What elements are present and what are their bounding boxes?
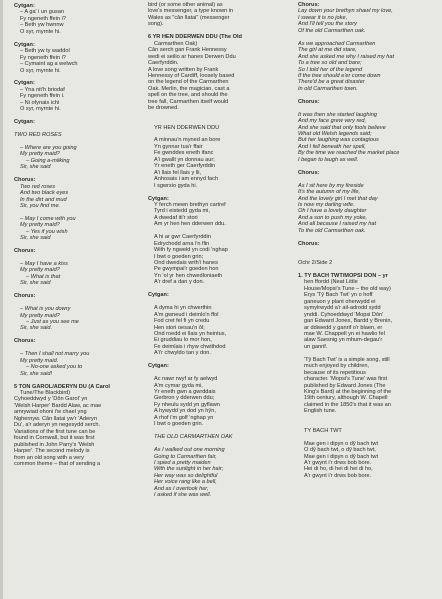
text-line: – Ni ofynais ichi	[20, 99, 60, 106]
text-line: ynddi. Cyhoeddwyd 'Mopsi Dôn'	[304, 311, 384, 318]
text-line: Sir, you find me.	[20, 202, 61, 209]
text-line: symylrwydd a'r ail-adrodd sydd	[304, 305, 381, 312]
text-line: With the sunlight in her hair;	[154, 466, 224, 473]
text-line: – Cymaint ag a welwch	[20, 61, 78, 68]
text-line: published by Edward Jones (The	[304, 382, 386, 389]
text-line: A'r gwynt i'r drws bob bore.	[304, 472, 372, 479]
text-line: And I fell beneath her spell,	[298, 143, 366, 150]
text-line: ar ddiwedd y ganrif o'r blaen, er	[304, 324, 383, 331]
text-line: And all because I raised my hat	[298, 221, 377, 228]
text-line: Yn gynnar tua'r ffair	[154, 143, 203, 150]
section-heading: Chorus:	[298, 169, 320, 176]
column-middle	[148, 2, 290, 499]
text-line: House/Mopsi's Tune – the old way)	[304, 285, 391, 292]
text-line: Fy ngeneth ffein i?	[20, 54, 66, 61]
text-line: Oak. Merlin, the magician, cast a	[148, 85, 230, 92]
section-heading: Chorus:	[14, 338, 36, 345]
text-line: – Yna nit'h briodaf	[20, 86, 65, 93]
text-line: hen ffordd (Neat Little	[304, 279, 358, 286]
text-line: And as I overtook her,	[154, 485, 209, 492]
text-line: Ond dwedais wrth'i hanes	[154, 260, 218, 267]
section-heading: Cytgan:	[148, 195, 169, 202]
text-line: A hywydd yn dod yn hŷn,	[154, 408, 216, 415]
section-heading: 5 TÔN GAROL/ADERYN DU (A Carol	[14, 383, 110, 390]
text-line: Tune/The Blackbird)	[20, 389, 71, 396]
text-line: What old Welsh legends said;	[298, 131, 372, 138]
text-line: Yr eneth ger Caerfyrddin	[154, 163, 216, 170]
text-line: Erys 'Tŷ Bach Twt' yn o hoff	[304, 292, 373, 299]
section-heading: Cytgan:	[14, 80, 35, 87]
text-line: Sir, she said	[20, 164, 51, 171]
text-line: A'r gwynt i'r drws bob bore.	[304, 459, 372, 466]
page-binding-edge	[0, 0, 3, 599]
text-line: – A ga' i un gusan	[20, 9, 64, 16]
text-line: Edrychodd arna i'n flin	[154, 240, 210, 247]
text-line: Nghernyw. Cân llatai yw'r 'Aderyn	[14, 415, 97, 422]
text-line: In the dirt and mud	[20, 196, 67, 203]
text-line: amrywiad ohoni i'w chael yng	[14, 409, 87, 416]
text-line: A dyma hi yn chwerthin	[154, 305, 212, 312]
text-line: Harper'. The second melody is	[14, 448, 90, 455]
text-line: Caerfyrddin.	[148, 60, 179, 67]
text-line: And a son to push my yoke,	[298, 214, 368, 221]
text-line: – Yes if you wish	[26, 228, 68, 235]
section-heading: Cytgan:	[14, 3, 35, 9]
text-line: My pretty maid?	[20, 312, 60, 319]
text-line: because of its repetitious	[304, 369, 366, 376]
text-line: My pretty maid?	[20, 267, 60, 274]
text-line: There'd be a great disaster	[298, 79, 365, 86]
text-line: Mae gen i dipyn o dŷ bach twt	[304, 440, 379, 447]
text-line: TWO RED ROSES	[14, 132, 62, 138]
section-heading: Cytgan:	[148, 292, 169, 299]
text-line: And my face grew very red,	[298, 118, 367, 125]
text-line: on the legend of the Carmarthen	[148, 79, 229, 86]
text-line: Sir, she said	[20, 280, 51, 287]
section-heading: Cytgan:	[148, 363, 169, 370]
text-line: O syr, myrnte hi.	[20, 106, 61, 113]
text-line: THE OLD CARMARTHEN OAK	[154, 434, 233, 441]
text-line: – Then I shall not marry you	[20, 351, 90, 358]
text-line: And she said that only fools believe	[298, 124, 386, 131]
text-line: – What is you dowry	[20, 306, 71, 313]
text-line: A dwedaf iti'r stori	[154, 214, 198, 221]
text-line: Ond roedd ei llais yn heintus,	[154, 330, 227, 337]
text-line: Cyhoeddwyd y 'Dôn Garol' yn	[14, 396, 88, 403]
text-line: 'Tŷ Bach Twt' is a simple song, still	[304, 356, 390, 363]
text-line: Two red roses	[20, 183, 56, 190]
text-line: be drowned.	[148, 105, 179, 112]
section-heading: Chorus:	[298, 240, 320, 247]
text-line: Her voice rang like a bell,	[154, 479, 217, 486]
text-line: Gerbron y dderwen ddu;	[154, 395, 215, 402]
text-line: – What is that	[26, 273, 61, 280]
text-line: It was then she started laughing	[298, 111, 377, 118]
text-line: But her laughing was contagious	[298, 137, 379, 144]
text-line: Sir, she said.	[20, 325, 53, 332]
section-heading: Cytgan:	[14, 41, 35, 48]
text-line: – Going a-milking	[26, 157, 70, 164]
text-line: Wales as "cân llatai" (messenger	[148, 14, 230, 21]
text-line: A'm gwneud i deimlo'n ffol	[154, 311, 219, 318]
section-heading: Cytgan:	[14, 119, 35, 126]
text-line: Ei gruddiau lo mor hon,	[154, 337, 212, 344]
text-line: Mae gen i dipyn o dŷ bach twt	[304, 453, 379, 460]
text-line: A'i'r chwyldo tan y don.	[154, 350, 211, 357]
text-line: My pretty maid.	[20, 357, 59, 364]
text-line: And she asked me why I raised my hat	[298, 53, 395, 60]
text-line: My pretty maid?	[20, 151, 60, 158]
text-line: With fy ngweld yn codi 'nghap	[154, 247, 228, 254]
text-line: Pe gwympai'r goeden hon	[154, 266, 219, 273]
text-line: And two black eyes	[20, 190, 69, 197]
text-line: Du', a'r aderyn yn negesydd serch.	[14, 422, 101, 429]
text-line: alaw Saesnig yn mhum-degau'r	[304, 337, 383, 344]
text-line: A'i gwallt yn donnau aur;	[154, 156, 215, 163]
text-line: gan Edward Jones, Bardd y Brenin,	[304, 318, 392, 325]
column-right	[298, 2, 436, 479]
text-line: Am yr hen hen dderwen ddu.	[154, 221, 226, 228]
text-line: Carmarthen Oak)	[154, 40, 198, 47]
text-line: Hen stori oesau'n ôl;	[154, 324, 205, 331]
section-heading: Chorus:	[14, 177, 36, 184]
text-line: Hei di ho, di hei di hei di ho,	[304, 466, 373, 473]
text-line: I began to laugh as well.	[298, 156, 359, 163]
text-line: Fe deimlais i rhyw chwithdod	[154, 343, 226, 350]
text-line: Tyrd i eistedd gyda mi,	[154, 208, 210, 215]
text-line: wedi ei seilio ar hanes Derwen Ddu	[148, 53, 236, 60]
text-line: Of the old Carmarthen oak.	[298, 27, 366, 34]
section-heading: Chorus:	[298, 2, 320, 8]
text-line: Lay down your brethyn shawl my love,	[298, 8, 393, 15]
text-line: My pretty maid?	[20, 222, 60, 229]
text-line: claimed in the 1850's that it was an	[304, 401, 391, 408]
text-line: tree fall, Carmarthen itself would	[148, 98, 229, 105]
text-line: Yr eneth gwn a gwrddais	[154, 389, 216, 396]
section-heading: 1. TŶ BACH TWT/MOPSI DÔN – yr	[298, 272, 388, 279]
text-line: I bwt o goeden grin;	[154, 253, 204, 260]
text-line: To a tree so old and bare;	[298, 60, 362, 67]
text-line: Variations of the first tune can be	[14, 428, 96, 435]
text-line: A'm cymar gyda mi,	[154, 382, 203, 389]
column-left	[14, 3, 134, 467]
text-line: Is now my darling wife.	[298, 201, 355, 208]
text-line: Hennessy of Cardiff, loosely based	[148, 72, 235, 79]
section-heading: 6 YR HEN DDERWEN DDU (The Old	[148, 34, 242, 41]
text-line: O dŷ bach twt, o dŷ bach twt,	[304, 447, 376, 454]
text-line: Going to Carmarthen fair,	[154, 453, 217, 460]
text-line: A'r dref a dan y don.	[154, 279, 205, 286]
text-line: Cân serch gan Frank Hennessy	[148, 47, 227, 54]
text-line: To the old Carmarthen oak.	[298, 227, 366, 234]
text-line: Oh I have a lovely daughter	[298, 208, 367, 215]
text-line: I sgwrsio gyda hi.	[154, 182, 198, 189]
text-line: A hi ar gwr Caerfyrddin	[154, 234, 211, 241]
text-line: – Just as you see me	[26, 319, 79, 326]
text-line: A rhof i'm golf 'nghap yn	[154, 414, 214, 421]
text-line: much enjoyed by children,	[304, 363, 369, 370]
text-line: A love song written by Frank	[148, 66, 219, 73]
text-line: In old Carmarthen town.	[298, 85, 358, 92]
text-line: If the tree should e'er come down	[298, 72, 381, 79]
text-line: So I told her of the legend	[298, 66, 363, 73]
text-line: love's messenger, a type known in	[148, 8, 234, 15]
text-line: The girl at me did stare,	[298, 47, 357, 54]
text-line: – No-one asked you to	[26, 364, 83, 371]
text-line: common theme – that of sending a	[14, 460, 101, 467]
text-line: A'i llais fel llais y lli,	[154, 169, 202, 176]
text-line: Ac nawr rwyf ar fy aelwyd	[154, 376, 218, 383]
text-line: By the time we reached the market place	[298, 150, 400, 157]
section-heading: Chorus:	[14, 248, 36, 255]
text-line: I asked if she was well.	[154, 492, 212, 499]
text-line: – May I come with you	[20, 215, 76, 222]
text-line: un ganrif.	[304, 343, 328, 350]
text-line: – May I have a kiss	[20, 260, 68, 267]
text-line: bird (or some other animal) as	[148, 2, 223, 8]
text-line: ganeuon y plant oherwydd ei	[304, 298, 376, 305]
text-line: King's Bard) at the beginning of the	[304, 389, 392, 396]
text-line: And I'll tell you the story	[298, 21, 357, 28]
text-line: Sir, she said	[20, 235, 51, 242]
text-line: As I sit here by my fireside	[298, 182, 364, 189]
text-line: – Beth yw hwnnw	[20, 22, 64, 29]
text-line: spell on the tree, and should the	[148, 92, 228, 99]
section-heading: Chorus:	[298, 98, 320, 105]
text-line: published in John Parry's 'Welsh	[14, 441, 95, 448]
text-line: – Beth yw ty waddol	[20, 48, 70, 55]
text-line: As I walked out one morning	[154, 447, 225, 454]
text-line: TŶ BACH TWT	[304, 427, 342, 434]
text-line: It's the autumn of my life,	[298, 189, 361, 196]
section-heading: Chorus:	[14, 293, 36, 300]
text-line: I spied a pretty maiden	[154, 459, 211, 466]
text-line: 19th century, although W. Chapell	[304, 395, 388, 402]
text-line: from an old song with a very	[14, 454, 84, 461]
text-line: O syr, myrnte hi.	[20, 67, 61, 74]
text-line: Fe gwnddes eneth ifanc	[154, 150, 214, 157]
text-line: – Where are you going	[20, 144, 77, 151]
text-line: found in Cornwall, but it was first	[14, 435, 95, 442]
text-line: A minnau'n myned an bore	[154, 137, 221, 144]
text-line: song).	[148, 21, 164, 28]
text-line: Anhosais i am ennyd fach	[154, 176, 219, 183]
text-line: 'Welsh Harper' Bardd Alaw, ac mae	[14, 402, 102, 409]
text-line: YR HEN DDERWEN DDU	[154, 124, 220, 131]
text-line: Ochr 2/Side 2	[298, 260, 333, 266]
text-line: Fy ngeneth ffein i?	[20, 15, 66, 22]
text-line: I bwt o goeden grin.	[154, 421, 204, 428]
text-line: Fy ngeneth ffein i.	[20, 93, 65, 100]
text-line: Y ferch mewn brethyn cartref	[154, 201, 226, 208]
text-line: Fod cret fel fi yn credu	[154, 318, 210, 325]
text-line: mae W. Chappell yn ei hawlio fel	[304, 330, 385, 337]
text-line: Fy nheulu sydd yn gyflawn	[154, 401, 220, 408]
text-line: Yn 'ol yr hen chwedloniaeth	[154, 272, 223, 279]
text-line: As we approached Carmarthen	[298, 40, 376, 47]
text-line: I swear it is no joke,	[298, 14, 348, 21]
text-line: Sir, she said!	[20, 370, 53, 377]
text-line: Her way was so delightful	[154, 472, 218, 479]
text-line: character. 'Mopsi's Tune' was first	[304, 376, 388, 383]
text-line: And the lovely girl I met that day	[298, 195, 378, 202]
text-line: O syr, myrnte hi.	[20, 28, 61, 35]
text-line: English tune.	[304, 408, 337, 415]
